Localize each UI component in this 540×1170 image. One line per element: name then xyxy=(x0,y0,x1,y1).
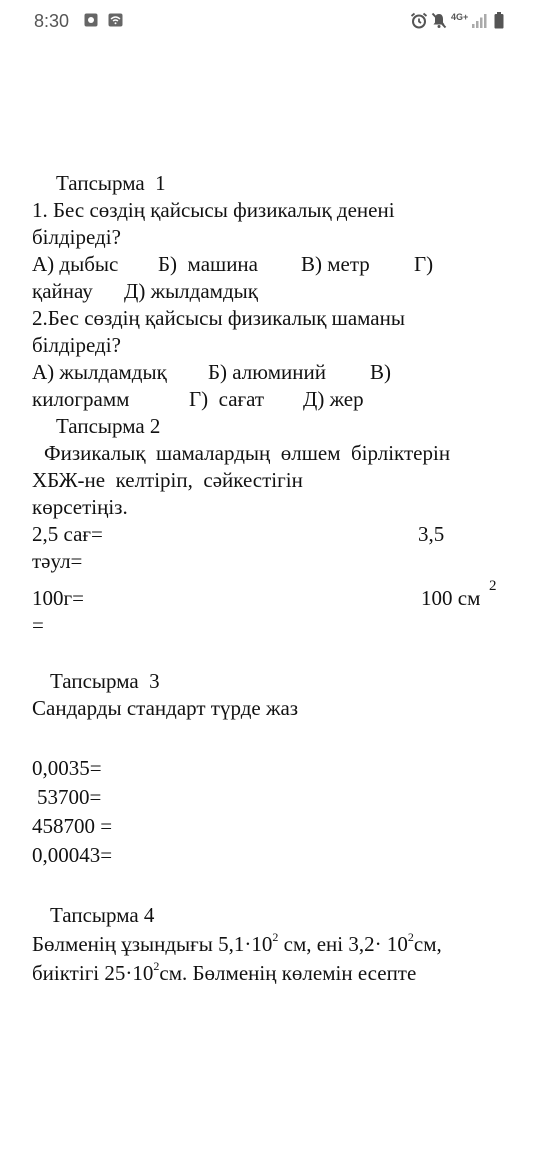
task2-item1-right: 3,5 xyxy=(418,522,445,546)
task2-item2-sup: 2 xyxy=(489,578,497,594)
task4-line2-part-b: см. Бөлменің көлемін есепте xyxy=(159,961,417,985)
status-bar xyxy=(0,0,540,44)
task1-q2-opt-d: Г) сағат xyxy=(189,387,265,411)
task3-heading: Тапсырма 3 xyxy=(50,669,160,693)
task1-q2-opt-b: Б) алюминий xyxy=(208,360,326,384)
task2-line1: Физикалық шамалардың өлшем бірліктерін xyxy=(44,441,451,465)
task1-q1-opt-d-text: қайнау xyxy=(32,279,93,303)
mute-icon xyxy=(431,12,447,29)
task3-instruction: Сандарды стандарт түрде жаз xyxy=(32,696,299,720)
task4-heading: Тапсырма 4 xyxy=(50,903,155,927)
task1-q1-opt-a: А) дыбыс xyxy=(32,252,119,276)
signal-icon xyxy=(472,13,488,28)
task2-item2-right: 100 см xyxy=(421,586,481,610)
task4-line2 xyxy=(32,960,416,987)
task1-q2-opt-c-text: килограмм xyxy=(32,387,130,411)
task1-q1-opt-d: Г) xyxy=(414,252,434,276)
task3-number-3: 458700 = xyxy=(32,814,113,838)
notification-icon xyxy=(84,13,98,27)
alarm-icon xyxy=(410,12,428,29)
task2-line3: көрсетіңіз. xyxy=(32,495,128,519)
task4-line1-part-b: см, ені 3,2· 10 xyxy=(278,932,408,956)
task1-q1-opt-b: Б) машина xyxy=(158,252,258,276)
task1-q2-line2: білдіреді? xyxy=(32,333,121,357)
task1-q1-line2: білдіреді? xyxy=(32,225,121,249)
task2-item1-left: 2,5 сағ= xyxy=(32,522,103,546)
task4-line1-sup-a: 2 xyxy=(272,930,279,944)
task2-line2: ХБЖ-не келтіріп, сәйкестігін xyxy=(32,468,303,492)
task1-q2-opt-a: А) жылдамдық xyxy=(32,360,167,384)
task3-number-2: 53700= xyxy=(37,785,102,809)
task4-line1-part-a: Бөлменің ұзындығы 5,1·10 xyxy=(32,932,273,956)
task4-line1 xyxy=(32,931,442,958)
task2-item1-cont: тәул= xyxy=(32,549,83,573)
task1-q1-opt-c: В) метр xyxy=(301,252,370,276)
task4-line1-sup-b: 2 xyxy=(407,930,414,944)
task1-q1-opt-e: Д) жылдамдық xyxy=(124,279,258,303)
task1-heading: Тапсырма 1 xyxy=(56,171,166,195)
task3-number-1: 0,0035= xyxy=(32,756,102,780)
status-time: 8:30 xyxy=(34,11,70,31)
task2-item2-left: 100г= xyxy=(32,586,84,610)
task1-q2-line1: 2.Бес сөздің қайсысы физикалық шаманы xyxy=(32,306,405,330)
task3-number-4: 0,00043= xyxy=(32,843,113,867)
task2-item2-cont: = xyxy=(32,613,44,637)
task2-heading: Тапсырма 2 xyxy=(56,414,161,438)
task4-line2-sup-a: 2 xyxy=(153,959,160,973)
battery-icon xyxy=(494,12,504,29)
task4-line1-part-c: см, xyxy=(413,932,442,956)
task4-line2-part-a: биіктігі 25·10 xyxy=(32,961,154,985)
task1-q2-opt-e: Д) жер xyxy=(303,387,364,411)
task1-q2-opt-c: В) xyxy=(370,360,391,384)
network-type-label: 4G+ xyxy=(451,12,469,22)
task1-q1-line1: 1. Бес сөздің қайсысы физикалық денені xyxy=(32,198,395,222)
wifi-calling-icon xyxy=(108,13,123,27)
